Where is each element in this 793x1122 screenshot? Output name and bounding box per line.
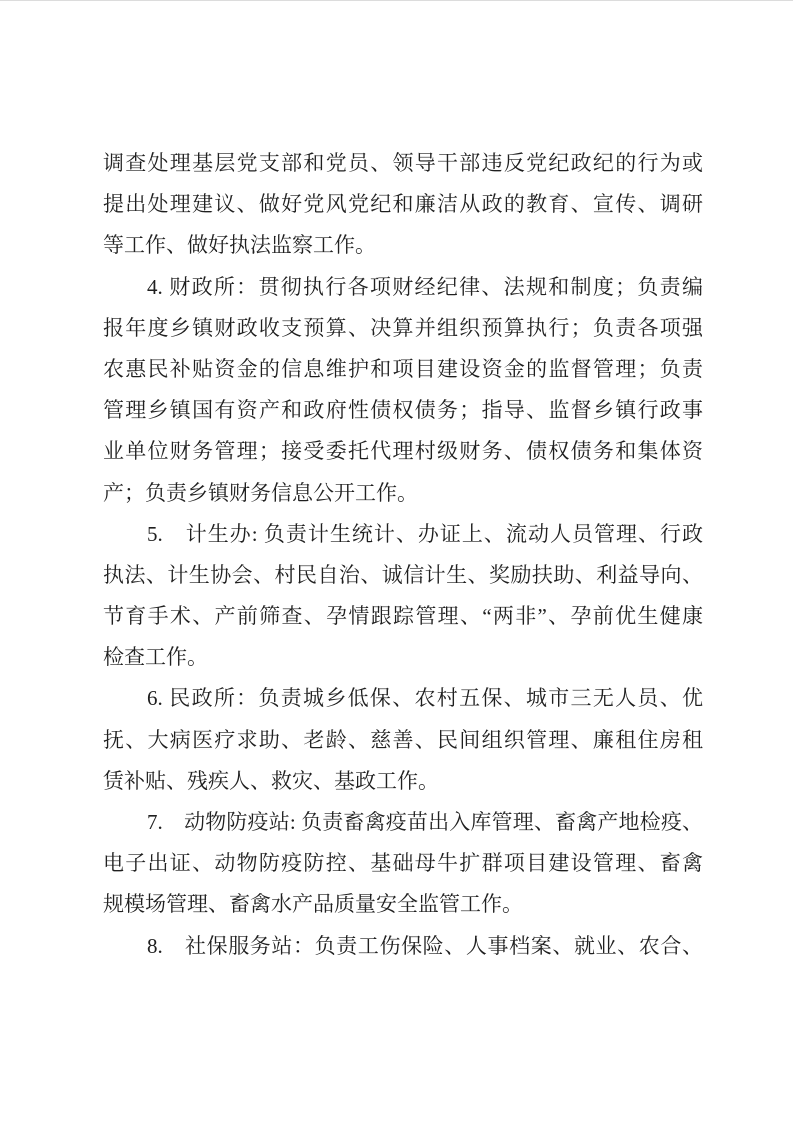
text-line: 抚、大病医疗求助、老龄、慈善、民间组织管理、廉租住房租 bbox=[103, 727, 703, 752]
text-line: 管理乡镇国有资产和政府性债权债务；指导、监督乡镇行政事 bbox=[103, 398, 703, 423]
text-line-paragraph-start: 6. 民政所：负责城乡低保、农村五保、城市三无人员、优 bbox=[147, 686, 703, 711]
text-line: 产；负责乡镇财务信息公开工作。 bbox=[103, 480, 418, 505]
text-line: 业单位财务管理；接受委托代理村级财务、债权债务和集体资 bbox=[103, 439, 703, 464]
text-line-paragraph-start: 4. 财政所：贯彻执行各项财经纪律、法规和制度；负责编 bbox=[147, 274, 703, 299]
page-top-edge bbox=[0, 0, 793, 1]
text-line: 报年度乡镇财政收支预算、决算并组织预算执行；负责各项强 bbox=[103, 315, 703, 340]
text-line: 电子出证、动物防疫防控、基础母牛扩群项目建设管理、畜禽 bbox=[103, 851, 703, 876]
document-body bbox=[103, 143, 703, 967]
text-line: 赁补贴、残疾人、救灾、基政工作。 bbox=[103, 768, 439, 793]
text-line: 执法、计生协会、村民自治、诚信计生、奖励扶助、利益导向、 bbox=[103, 562, 703, 587]
text-line: 检查工作。 bbox=[103, 645, 208, 670]
text-line: 节育手术、产前筛查、孕情跟踪管理、“两非”、孕前优生健康 bbox=[103, 604, 703, 629]
text-line-paragraph-start: 8. 社保服务站：负责工伤保险、人事档案、就业、农合、 bbox=[147, 933, 703, 958]
text-line: 农惠民补贴资金的信息维护和项目建设资金的监督管理；负责 bbox=[103, 356, 703, 381]
text-line: 调查处理基层党支部和党员、领导干部违反党纪政纪的行为或 bbox=[103, 151, 703, 175]
text-line: 提出处理建议、做好党风党纪和廉洁从政的教育、宣传、调研 bbox=[103, 192, 703, 217]
text-line-paragraph-start: 5. 计生办: 负责计生统计、办证上、流动人员管理、行政 bbox=[147, 521, 703, 546]
text-line: 等工作、做好执法监察工作。 bbox=[103, 233, 376, 258]
text-line-paragraph-start: 7. 动物防疫站: 负责畜禽疫苗出入库管理、畜禽产地检疫、 bbox=[147, 810, 703, 834]
text-line: 规模场管理、畜禽水产品质量安全监管工作。 bbox=[103, 892, 523, 917]
